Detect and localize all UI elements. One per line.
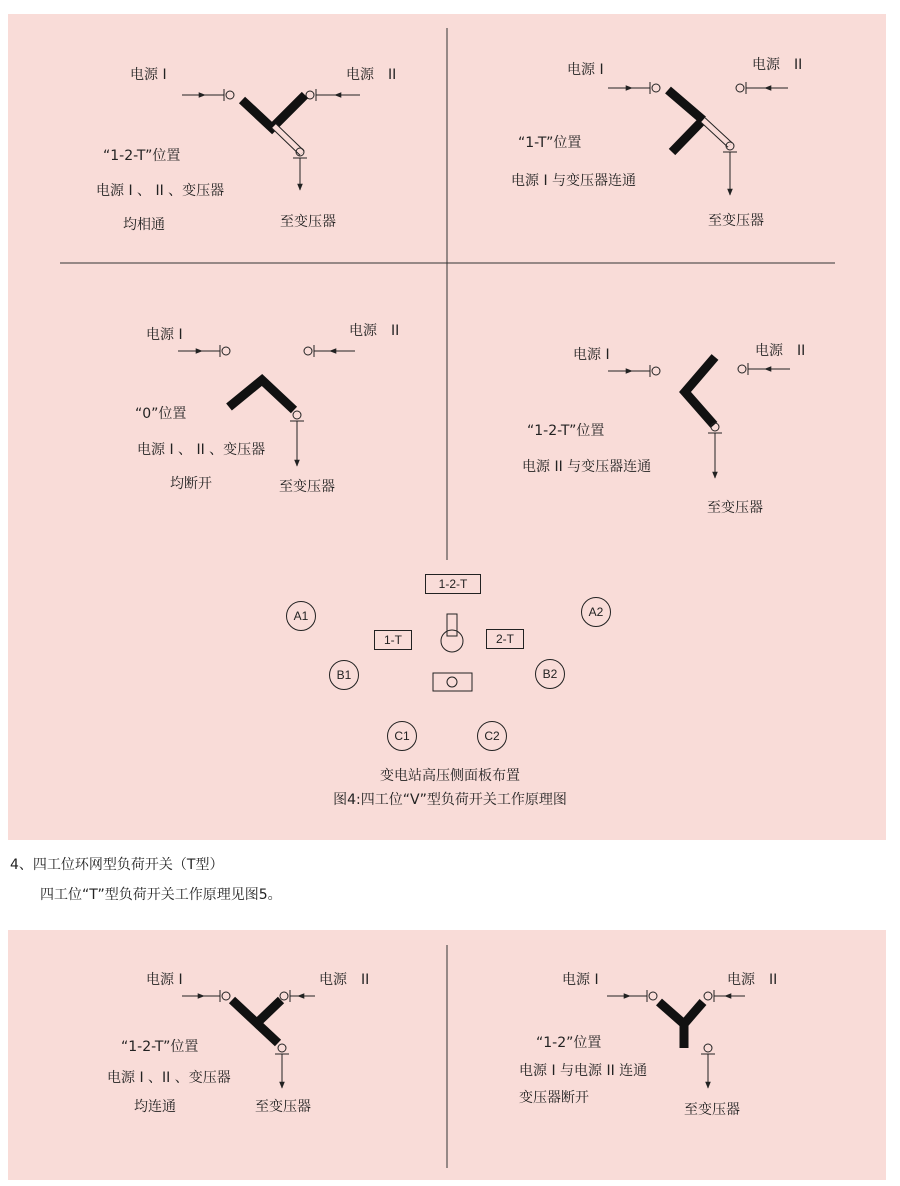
q1-desc-line1: 电源 I 、 II 、变压器 xyxy=(96,183,225,199)
q2-desc-line1: 电源 I 与变压器连通 xyxy=(511,173,637,189)
fig5-right-source-1-label: 电源 I xyxy=(562,972,599,988)
figure-4-caption-line2: 图4:四工位“V”型负荷开关工作原理图 xyxy=(333,792,567,808)
fig5-left-source-1-label: 电源 I xyxy=(146,972,183,988)
fig5-right-desc-line2: 变压器断开 xyxy=(519,1090,589,1106)
fig5-right-transformer-label: 至变压器 xyxy=(684,1102,740,1118)
panel-circle-a2: A2 xyxy=(581,597,611,627)
q3-source-2-label: 电源 II xyxy=(349,323,400,339)
section-text: 四工位“T”型负荷开关工作原理见图5。 xyxy=(40,887,282,903)
q1-source-1-label: 电源 I xyxy=(130,67,167,83)
q4-desc-line1: 电源 II 与变压器连通 xyxy=(522,459,652,475)
q2-transformer-label: 至变压器 xyxy=(708,213,764,229)
fig5-left-desc-line2: 均连通 xyxy=(134,1099,176,1115)
panel-knob xyxy=(433,614,472,691)
q3-source-1-label: 电源 I xyxy=(146,327,183,343)
panel-circle-b1: B1 xyxy=(329,660,359,690)
q4-position-label: “1-2-T”位置 xyxy=(527,423,605,439)
panel-box-2-t: 2-T xyxy=(486,629,524,649)
q3-desc-line1: 电源 I 、 II 、变压器 xyxy=(137,442,266,458)
q2-source-2-label: 电源 II xyxy=(752,57,803,73)
q2-source-1-label: 电源 I xyxy=(567,62,604,78)
panel-box-1-2-t: 1-2-T xyxy=(425,574,481,594)
fig5-left-desc-line1: 电源 I 、II 、变压器 xyxy=(107,1070,231,1086)
fig5-right-source-2-label: 电源 II xyxy=(727,972,778,988)
q1-desc-line2: 均相通 xyxy=(123,217,165,233)
panel-circle-c2: C2 xyxy=(477,721,507,751)
fig5-right-desc-line1: 电源 I 与电源 II 连通 xyxy=(519,1063,648,1079)
q1-source-2-label: 电源 II xyxy=(346,67,397,83)
figure-4-caption-line1: 变电站高压侧面板布置 xyxy=(380,768,520,784)
q1-switch-diagram xyxy=(182,89,360,190)
fig5-left-transformer-label: 至变压器 xyxy=(255,1099,311,1115)
panel-circle-a1: A1 xyxy=(286,601,316,631)
panel-circle-b2: B2 xyxy=(535,659,565,689)
q2-position-label: “1-T”位置 xyxy=(518,135,582,151)
fig5-left-source-2-label: 电源 II xyxy=(319,972,370,988)
fig5-right-position-label: “1-2”位置 xyxy=(536,1035,602,1051)
q3-position-label: “0”位置 xyxy=(135,406,187,422)
q1-transformer-label: 至变压器 xyxy=(280,214,336,230)
q4-source-2-label: 电源 II xyxy=(755,343,806,359)
q4-source-1-label: 电源 I xyxy=(573,347,610,363)
panel-circle-c1: C1 xyxy=(387,721,417,751)
panel-box-1-t: 1-T xyxy=(374,630,412,650)
fig5-left-position-label: “1-2-T”位置 xyxy=(121,1039,199,1055)
q3-transformer-label: 至变压器 xyxy=(279,479,335,495)
q1-position-label: “1-2-T”位置 xyxy=(103,148,181,164)
q4-transformer-label: 至变压器 xyxy=(707,500,763,516)
q3-desc-line2: 均断开 xyxy=(170,476,212,492)
section-heading: 4、四工位环网型负荷开关（T型） xyxy=(10,857,224,873)
